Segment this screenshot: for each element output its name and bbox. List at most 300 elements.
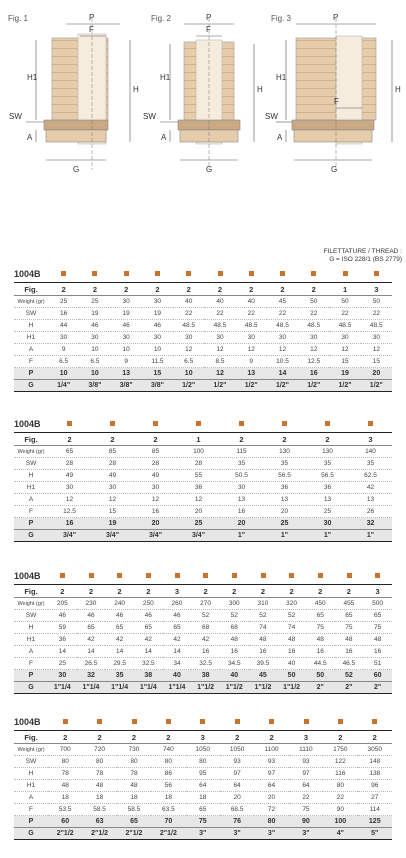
column-marker (153, 421, 158, 426)
row-label: H (14, 470, 48, 482)
table-cell: 12 (177, 494, 220, 506)
table-row (14, 494, 392, 506)
table-cell: 500 (363, 598, 392, 610)
fig-1-dim-a: A (27, 133, 33, 142)
column-marker (124, 271, 129, 276)
table-cell: 114 (358, 804, 392, 816)
table-cell: 9 (48, 344, 79, 356)
table-cell: 6.5 (48, 356, 79, 368)
table-cell: 25 (48, 658, 77, 670)
table-cell: 19 (79, 308, 110, 320)
table-cell: 65 (117, 816, 151, 828)
table-cell: 32.5 (134, 658, 163, 670)
table-cell: 2"1/2 (151, 828, 185, 840)
table-cell: 2 (111, 283, 142, 296)
table-cell: 45 (249, 670, 278, 682)
table-cell: 3" (254, 828, 288, 840)
row-label: G (14, 682, 48, 694)
row-label: H1 (14, 482, 48, 494)
column-marker (343, 271, 348, 276)
column-marker (203, 573, 208, 578)
table-row (14, 530, 392, 542)
table-cell: 2 (151, 731, 185, 744)
table-cell: 3/4" (48, 530, 91, 542)
table-cell: 16 (335, 646, 364, 658)
table-cell: 65 (77, 622, 106, 634)
table-cell: 30 (79, 332, 110, 344)
column-marker (282, 421, 287, 426)
row-label: F (14, 506, 48, 518)
row-label: P (14, 670, 48, 682)
table-row (14, 470, 392, 482)
table-cell: 30 (220, 482, 263, 494)
fig-3-label: Fig. 3 (271, 14, 292, 23)
table-header (14, 716, 392, 731)
table-cell: 1"1/4 (48, 682, 77, 694)
table-cell: 300 (220, 598, 249, 610)
table-cell: 2 (204, 283, 235, 296)
table-row (14, 433, 392, 446)
table-cell: 36 (263, 482, 306, 494)
table-cell: 96 (358, 780, 392, 792)
table-cell: 68 (191, 622, 220, 634)
table-cell: 12.5 (48, 506, 91, 518)
table-cell: 9 (236, 356, 267, 368)
table-cell: 75 (306, 622, 335, 634)
table-row (14, 646, 392, 658)
table-cell: 30 (134, 482, 177, 494)
table-cell: 30 (361, 332, 392, 344)
column-marker (347, 573, 352, 578)
table-row (14, 518, 392, 530)
table-cell: 52 (277, 610, 306, 622)
table-cell: 56.5 (263, 470, 306, 482)
table-cell: 3 (361, 283, 392, 296)
column-marker (311, 271, 316, 276)
table-cell: 75 (335, 622, 364, 634)
table-cell: 58.5 (117, 804, 151, 816)
table-cell: 16 (134, 506, 177, 518)
table-cell: 12 (204, 344, 235, 356)
table-cell: 46 (142, 320, 173, 332)
table-cell: 1"1/4 (105, 682, 134, 694)
product-table-1 (14, 268, 392, 392)
column-marker (289, 573, 294, 578)
table-cell: 2 (298, 283, 329, 296)
table-cell: 48 (82, 780, 116, 792)
table-cell: 2 (191, 585, 220, 598)
fig-1-dim-h1: H1 (27, 73, 38, 82)
table-cell: 42 (191, 634, 220, 646)
table-cell: 28 (134, 458, 177, 470)
table-cell: 16 (306, 646, 335, 658)
table-cell: 2 (142, 283, 173, 296)
table-cell: 18 (117, 792, 151, 804)
table-cell: 15 (361, 356, 392, 368)
column-marker (232, 573, 237, 578)
table-cell: 52 (220, 610, 249, 622)
table-cell: 36 (177, 482, 220, 494)
table-row (14, 792, 392, 804)
table-cell: 205 (48, 598, 77, 610)
table-cell: 60 (363, 670, 392, 682)
column-marker (375, 573, 380, 578)
table-cell: 40 (220, 670, 249, 682)
table-cell: 20 (254, 792, 288, 804)
table-cell: 2 (306, 433, 349, 446)
table-cell: 26 (349, 506, 392, 518)
column-marker (175, 573, 180, 578)
table-cell: 30 (48, 670, 77, 682)
table-cell: 50 (298, 296, 329, 308)
table-cell: 53.5 (48, 804, 82, 816)
table-cell: 3 (349, 433, 392, 446)
table-cell: 2 (358, 731, 392, 744)
fig-2-dim-h1: H1 (160, 73, 171, 82)
table-cell: 86 (151, 768, 185, 780)
table-cell: 18 (82, 792, 116, 804)
table-cell: 30 (236, 332, 267, 344)
table-cell: 3050 (358, 744, 392, 756)
table-cell: 14 (134, 646, 163, 658)
table-cell: 13 (111, 368, 142, 380)
fig-3-dim-p: P (333, 13, 339, 22)
table-cell: 50.5 (220, 470, 263, 482)
table-cell: 3/8" (111, 380, 142, 392)
table-cell: 6.5 (173, 356, 204, 368)
table-cell: 28 (177, 458, 220, 470)
column-marker (269, 719, 274, 724)
table-row (14, 731, 392, 744)
table-cell: 20 (134, 518, 177, 530)
column-marker (338, 719, 343, 724)
row-label: Fig. (14, 433, 48, 446)
column-marker (146, 573, 151, 578)
table-cell: 455 (335, 598, 364, 610)
table-cell: 65 (134, 622, 163, 634)
table-cell: 2 (277, 585, 306, 598)
table-cell: 55 (177, 470, 220, 482)
table-cell: 85 (91, 446, 134, 458)
table-cell: 78 (48, 768, 82, 780)
table-cell: 2 (335, 585, 364, 598)
table-row (14, 768, 392, 780)
table-cell: 18 (151, 792, 185, 804)
table-cell: 32.5 (191, 658, 220, 670)
table-cell: 2 (82, 731, 116, 744)
table-cell: 63 (82, 816, 116, 828)
table-cell: 4" (323, 828, 357, 840)
table-cell: 1" (263, 530, 306, 542)
column-marker (110, 421, 115, 426)
table-cell: 3/8" (79, 380, 110, 392)
fig-2-dim-g: G (206, 165, 213, 174)
table-cell: 49 (134, 470, 177, 482)
table-row (14, 670, 392, 682)
figure-3 (265, 13, 401, 174)
row-label: H1 (14, 634, 48, 646)
table-cell: 3" (220, 828, 254, 840)
table-cell: 65 (363, 610, 392, 622)
table-cell: 14 (48, 646, 77, 658)
table-cell: 125 (358, 816, 392, 828)
row-label: SW (14, 458, 48, 470)
table-cell: 38 (134, 670, 163, 682)
table-cell: 2 (79, 283, 110, 296)
table-cell: 42 (77, 634, 106, 646)
table-cell: 16 (298, 368, 329, 380)
table-row (14, 320, 392, 332)
table-cell: 3" (186, 828, 220, 840)
table-cell: 80 (117, 756, 151, 768)
table-row (14, 585, 392, 598)
table-row (14, 828, 392, 840)
table-cell: 76 (220, 816, 254, 828)
table-cell: 1050 (220, 744, 254, 756)
table-cell: 27 (358, 792, 392, 804)
table-cell: 130 (263, 446, 306, 458)
table-row (14, 804, 392, 816)
table-cell: 22 (289, 792, 323, 804)
table-cell: 2 (173, 283, 204, 296)
fig-3-dim-sw: SW (265, 112, 278, 121)
fitting-figures (0, 0, 406, 190)
table-cell: 2" (363, 682, 392, 694)
row-label: H (14, 622, 48, 634)
column-marker (166, 719, 171, 724)
table-cell: 2 (254, 731, 288, 744)
table-cell: 138 (358, 768, 392, 780)
table-cell: 40 (204, 296, 235, 308)
table-row (14, 458, 392, 470)
table-cell: 46 (77, 610, 106, 622)
spec-table (14, 433, 392, 542)
table-cell: 3/4" (134, 530, 177, 542)
table-cell: 62.5 (349, 470, 392, 482)
table-cell: 48 (117, 780, 151, 792)
fig-1-dim-p: P (89, 13, 95, 22)
table-cell: 2 (48, 283, 79, 296)
table-cell: 2 (48, 731, 82, 744)
spec-table (14, 283, 392, 392)
row-label: G (14, 530, 48, 542)
table-cell: 48.5 (298, 320, 329, 332)
table-cell: 46 (79, 320, 110, 332)
column-marker (196, 421, 201, 426)
table-cell: 74 (277, 622, 306, 634)
table-cell: 48 (48, 780, 82, 792)
table-cell: 13 (236, 368, 267, 380)
table-cell: 20 (177, 506, 220, 518)
table-row (14, 634, 392, 646)
table-cell: 3 (363, 585, 392, 598)
table-cell: 25 (177, 518, 220, 530)
table-cell: 48 (363, 634, 392, 646)
column-marker (218, 271, 223, 276)
column-marker (97, 719, 102, 724)
row-label: G (14, 380, 48, 392)
table-cell: 12 (91, 494, 134, 506)
column-marker (61, 271, 66, 276)
spec-table (14, 585, 392, 694)
table-cell: 13 (306, 494, 349, 506)
table-cell: 50 (361, 296, 392, 308)
table-cell: 48 (220, 634, 249, 646)
table-cell: 3/4" (177, 530, 220, 542)
table-cell: 56 (151, 780, 185, 792)
product-table-2 (14, 418, 392, 542)
product-code: 1004B (14, 717, 41, 727)
table-cell: 63.5 (151, 804, 185, 816)
table-cell: 2 (220, 585, 249, 598)
table-cell: 93 (289, 756, 323, 768)
table-cell: 730 (117, 744, 151, 756)
table-cell: 2 (323, 731, 357, 744)
table-cell: 90 (323, 804, 357, 816)
table-cell: 35 (349, 458, 392, 470)
table-cell: 19 (142, 308, 173, 320)
table-cell: 13 (220, 494, 263, 506)
table-cell: 80 (323, 780, 357, 792)
thread-note (282, 248, 402, 264)
thread-note-line1: FILETTATURE / THREAD : (323, 248, 402, 255)
table-cell: 36 (48, 634, 77, 646)
table-cell: 35 (306, 458, 349, 470)
fig-3-dim-a: A (277, 133, 283, 142)
table-row (14, 682, 392, 694)
row-label: H (14, 320, 48, 332)
table-cell: 10 (48, 368, 79, 380)
table-cell: 16 (249, 646, 278, 658)
table-cell: 64 (186, 780, 220, 792)
row-label: H1 (14, 780, 48, 792)
table-cell: 25 (79, 296, 110, 308)
table-cell: 80 (151, 756, 185, 768)
table-cell: 38 (191, 670, 220, 682)
table-cell: 80 (48, 756, 82, 768)
table-cell: 13 (349, 494, 392, 506)
table-cell: 16 (48, 308, 79, 320)
table-cell: 93 (220, 756, 254, 768)
product-table-3 (14, 570, 392, 694)
table-row (14, 622, 392, 634)
table-cell: 115 (220, 446, 263, 458)
table-row (14, 506, 392, 518)
table-cell: 1/2" (236, 380, 267, 392)
table-cell: 80 (186, 756, 220, 768)
table-cell: 1110 (289, 744, 323, 756)
table-cell: 22 (267, 308, 298, 320)
table-cell: 130 (306, 446, 349, 458)
table-cell: 2 (117, 731, 151, 744)
product-table-4 (14, 716, 392, 840)
table-cell: 3/4" (91, 530, 134, 542)
table-cell: 1/2" (173, 380, 204, 392)
table-cell: 78 (82, 768, 116, 780)
table-cell: 30 (48, 332, 79, 344)
fig-1-dim-f: F (89, 25, 94, 34)
table-row (14, 332, 392, 344)
table-cell: 15 (142, 368, 173, 380)
table-cell: 52 (249, 610, 278, 622)
table-cell: 30 (204, 332, 235, 344)
table-cell: 1/2" (267, 380, 298, 392)
row-label: A (14, 344, 48, 356)
table-cell: 40 (173, 296, 204, 308)
table-cell: 10 (111, 344, 142, 356)
table-cell: 22 (204, 308, 235, 320)
column-marker (186, 271, 191, 276)
table-cell: 2 (77, 585, 106, 598)
table-cell: 30 (48, 482, 91, 494)
table-cell: 30 (329, 332, 360, 344)
row-label: A (14, 494, 48, 506)
table-cell: 14 (77, 646, 106, 658)
table-cell: 68.5 (220, 804, 254, 816)
table-cell: 148 (358, 756, 392, 768)
table-cell: 48.5 (236, 320, 267, 332)
table-cell: 10 (79, 344, 110, 356)
fig-1-dim-sw: SW (9, 112, 22, 121)
table-cell: 75 (289, 804, 323, 816)
table-cell: 10 (79, 368, 110, 380)
column-marker (249, 271, 254, 276)
table-cell: 97 (289, 768, 323, 780)
table-cell: 230 (77, 598, 106, 610)
table-cell: 65 (48, 446, 91, 458)
table-cell: 42 (163, 634, 192, 646)
table-cell: 2 (236, 283, 267, 296)
table-cell: 35 (263, 458, 306, 470)
table-cell: 1"1/2 (277, 682, 306, 694)
table-cell: 46 (105, 610, 134, 622)
table-cell: 48.5 (204, 320, 235, 332)
table-cell: 116 (323, 768, 357, 780)
table-cell: 260 (163, 598, 192, 610)
column-marker (325, 421, 330, 426)
fig-1-label: Fig. 1 (8, 14, 29, 23)
table-cell: 100 (323, 816, 357, 828)
table-cell: 50 (277, 670, 306, 682)
table-cell: 48 (277, 634, 306, 646)
table-cell: 93 (254, 756, 288, 768)
row-label: Weight (gr) (14, 446, 48, 458)
table-cell: 1 (329, 283, 360, 296)
product-code: 1004B (14, 419, 41, 429)
table-cell: 320 (277, 598, 306, 610)
table-cell: 3 (186, 731, 220, 744)
table-cell: 22 (323, 792, 357, 804)
table-cell: 48 (306, 634, 335, 646)
table-cell: 2 (134, 433, 177, 446)
column-marker (239, 421, 244, 426)
table-cell: 12 (173, 344, 204, 356)
table-cell: 29.5 (105, 658, 134, 670)
table-cell: 28 (48, 458, 91, 470)
table-cell: 35 (105, 670, 134, 682)
table-cell: 50 (329, 296, 360, 308)
table-cell: 90 (289, 816, 323, 828)
table-cell: 1050 (186, 744, 220, 756)
table-cell: 30 (267, 332, 298, 344)
table-row (14, 283, 392, 296)
table-cell: 270 (191, 598, 220, 610)
table-cell: 14 (105, 646, 134, 658)
column-marker (235, 719, 240, 724)
table-cell: 2" (306, 682, 335, 694)
table-cell: 32 (349, 518, 392, 530)
table-row (14, 780, 392, 792)
